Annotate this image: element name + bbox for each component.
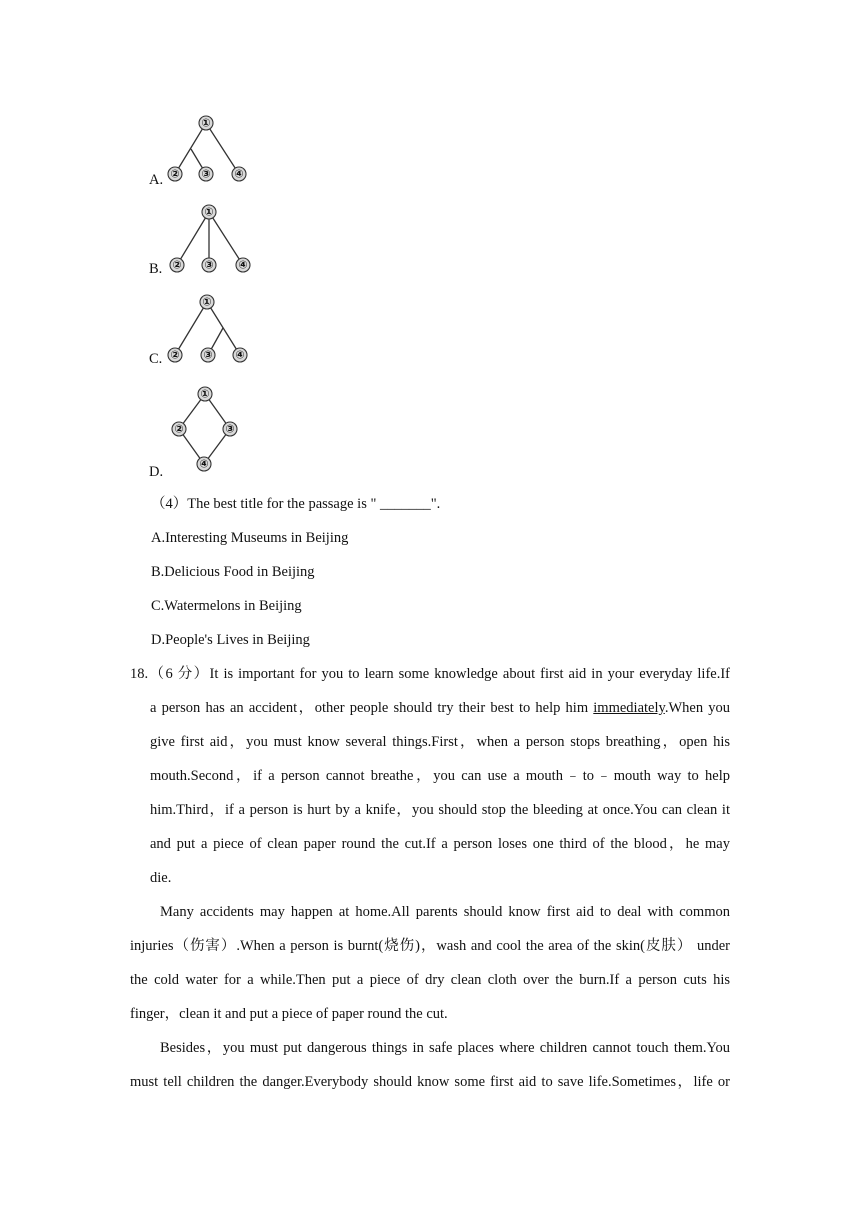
node-2-label: ② <box>172 258 182 272</box>
node-1-label: ① <box>202 295 212 309</box>
question-4-option-d: D.People's Lives in Beijing <box>151 632 310 648</box>
node-1-label: ① <box>200 387 210 401</box>
passage-line: must tell children the danger.Everybody should know some first aid to save life.Sometimes，life or <box>130 1074 730 1090</box>
node-2-label: ② <box>170 167 180 181</box>
option-a-letter: A. <box>149 172 164 188</box>
passage-line: mouth.Second，if a person cannot breathe，you can use a mouth﹣to﹣mouth way to help <box>150 768 730 784</box>
tree-diagram-c <box>160 291 260 367</box>
passage-line: 18.（6 分）It is important for you to learn some knowledge about first aid in your everyday life.If <box>130 666 730 682</box>
passage-line: die. <box>150 870 172 886</box>
tree-diagram-b <box>160 201 260 277</box>
question-4-option-c: C.Watermelons in Beijing <box>151 598 302 614</box>
question-4-stem: （4）The best title for the passage is " _______". <box>151 496 441 512</box>
underlined-word: immediately <box>593 700 665 716</box>
option-c-letter: C. <box>149 351 163 367</box>
node-3-label: ③ <box>201 167 211 181</box>
node-3-label: ③ <box>203 348 213 362</box>
passage-line: a person has an accident，other people should try their best to help him immediately.When you <box>150 700 731 716</box>
node-4-label: ④ <box>238 258 248 272</box>
node-4-label: ④ <box>235 348 245 362</box>
node-4-label: ④ <box>199 457 209 471</box>
node-1-label: ① <box>204 205 214 219</box>
tree-diagram-d <box>160 383 260 477</box>
tree-diagram-a <box>160 112 260 188</box>
passage-line: Many accidents may happen at home.All parents should know first aid to deal with common <box>160 904 730 920</box>
node-3-label: ③ <box>204 258 214 272</box>
question-4-option-a: A.Interesting Museums in Beijing <box>151 530 349 546</box>
passage-line: him.Third，if a person is hurt by a knife，you should stop the bleeding at once.You can clean it <box>150 802 730 818</box>
option-d-letter: D. <box>149 464 164 480</box>
node-3-label: ③ <box>225 422 235 436</box>
question-4-option-b: B.Delicious Food in Beijing <box>151 564 315 580</box>
option-b-letter: B. <box>149 261 163 277</box>
passage-line: Besides，you must put dangerous things in safe places where children cannot touch them.You <box>160 1040 730 1056</box>
node-1-label: ① <box>201 116 211 130</box>
passage-line: the cold water for a while.Then put a piece of dry clean cloth over the burn.If a person cuts his <box>130 972 730 988</box>
passage-line: finger，clean it and put a piece of paper round the cut. <box>130 1006 448 1022</box>
node-2-label: ② <box>170 348 180 362</box>
node-4-label: ④ <box>234 167 244 181</box>
passage-line: give first aid，you must know several things.First，when a person stops breathing，open his <box>150 734 730 750</box>
node-2-label: ② <box>174 422 184 436</box>
passage-line: injuries（伤害）.When a person is burnt(烧伤)，wash and cool the area of the skin(皮肤） under <box>130 938 730 954</box>
passage-line: and put a piece of clean paper round the cut.If a person loses one third of the blood，he may <box>150 836 730 852</box>
